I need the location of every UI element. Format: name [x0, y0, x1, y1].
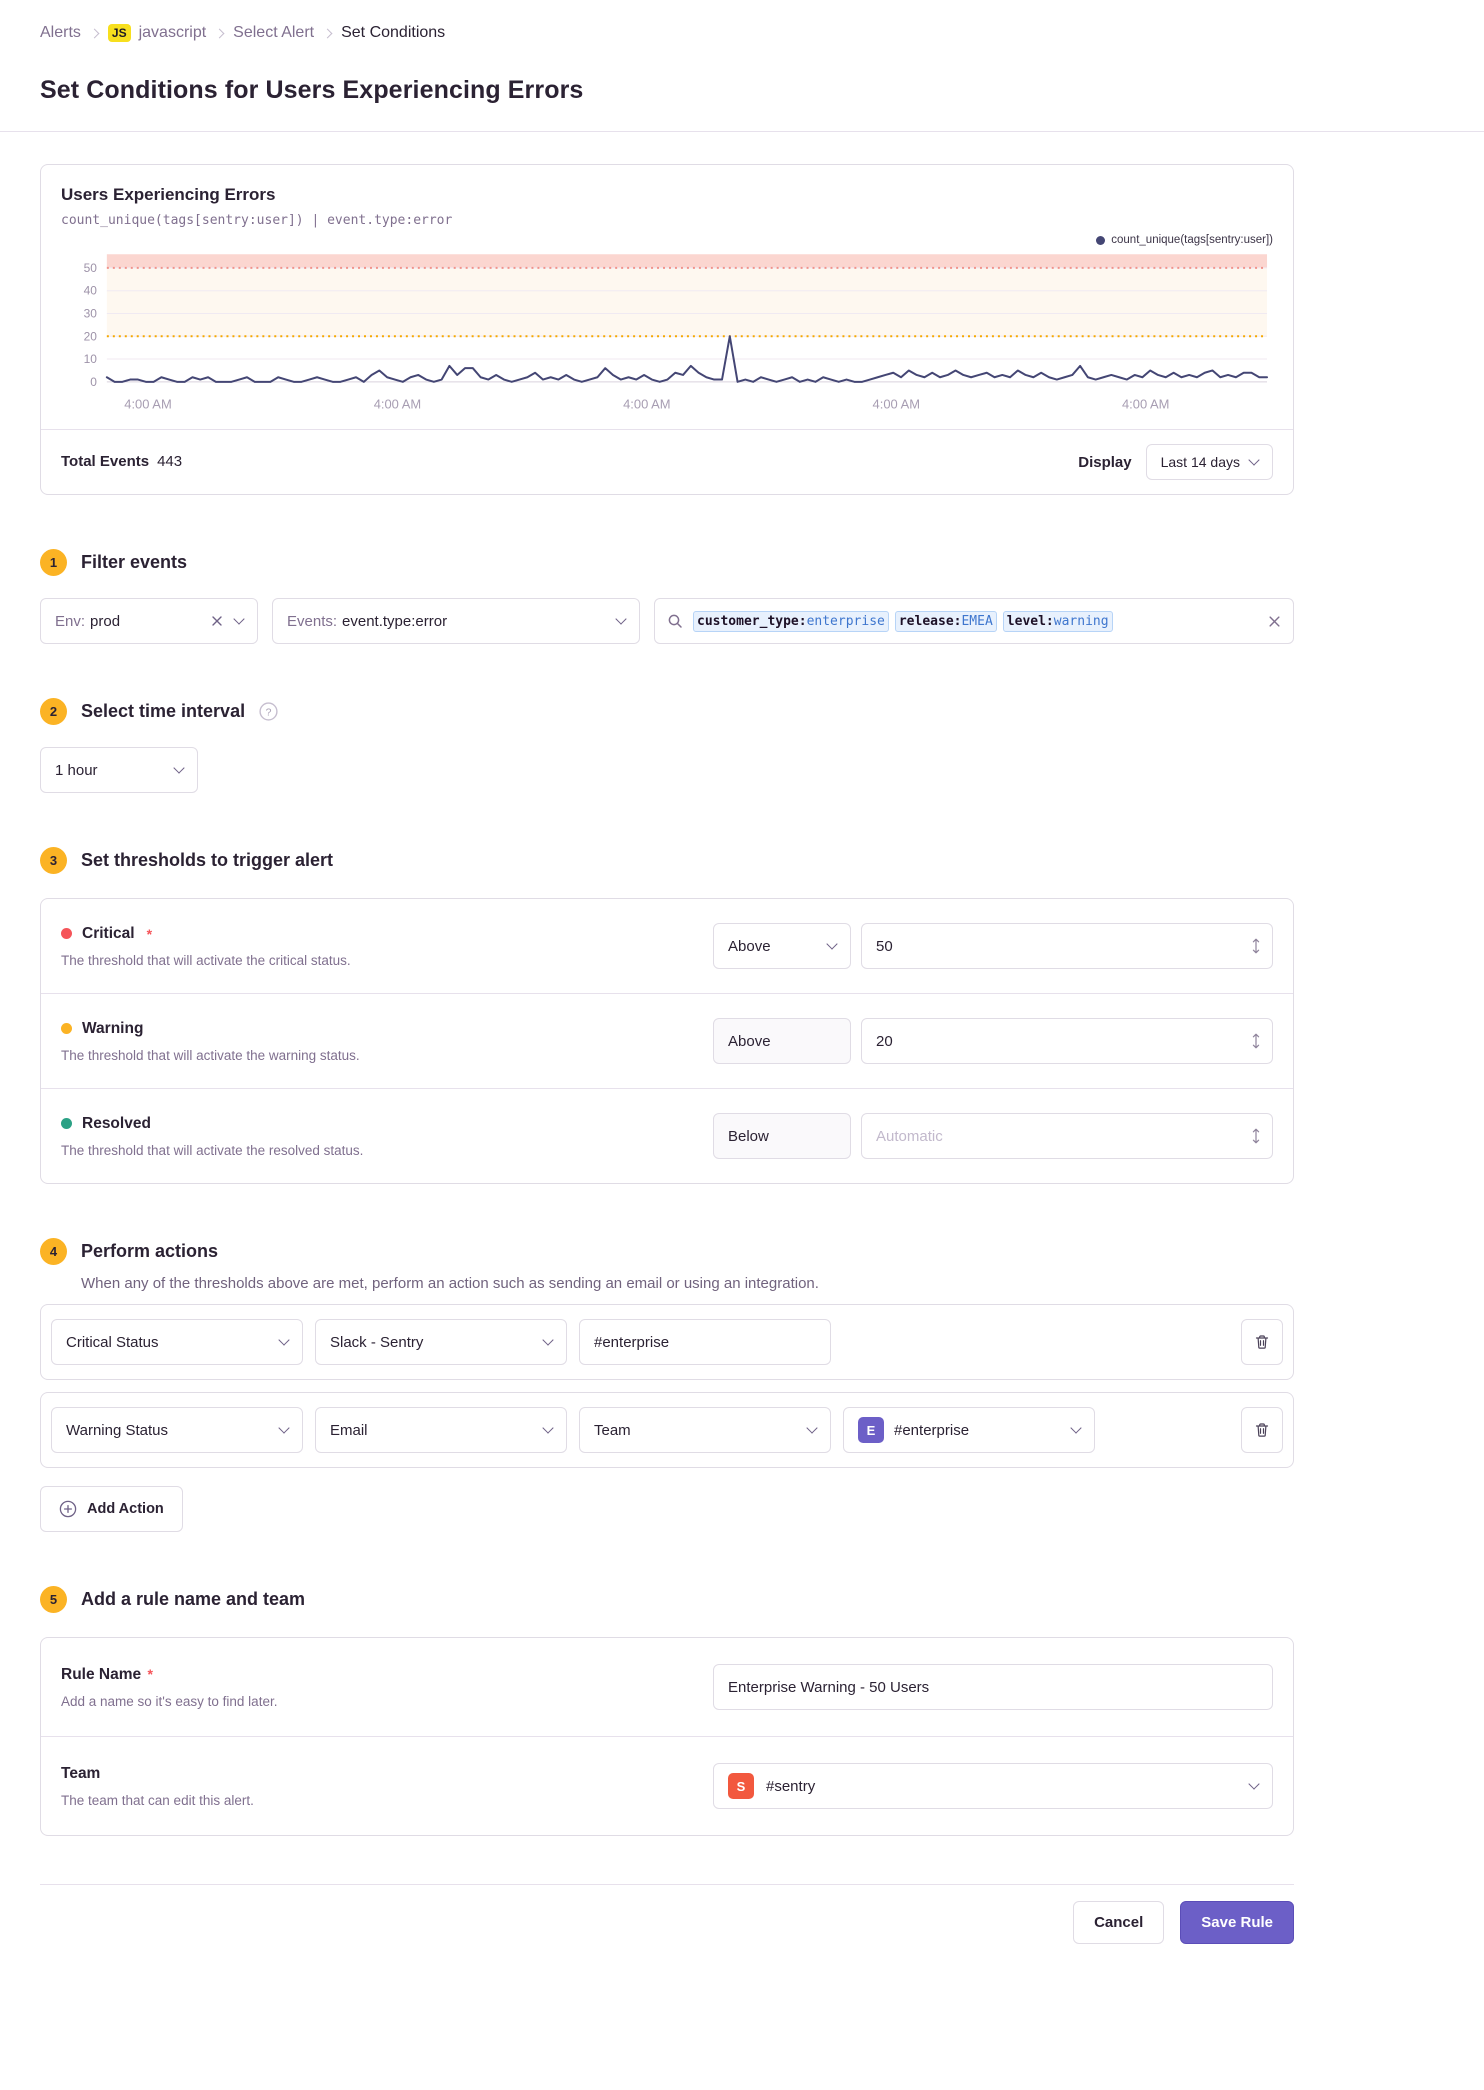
- resolved-comparator-value: Below: [728, 1127, 769, 1145]
- legend-series-label: count_unique(tags[sentry:user]): [1111, 234, 1273, 247]
- search-icon: [667, 613, 683, 629]
- svg-text:40: 40: [83, 284, 97, 299]
- breadcrumb-alerts[interactable]: Alerts: [40, 24, 81, 42]
- display-range-value: Last 14 days: [1160, 454, 1240, 471]
- breadcrumb-select-alert[interactable]: Select Alert: [233, 24, 315, 42]
- legend-series-dot-icon: [1096, 236, 1105, 245]
- action-integration-select[interactable]: [315, 1407, 567, 1453]
- breadcrumb-project[interactable]: [108, 24, 206, 42]
- form-footer: [40, 1884, 1294, 1984]
- save-rule-button[interactable]: Save Rule: [1180, 1901, 1294, 1944]
- action-team-select[interactable]: [843, 1407, 1095, 1453]
- critical-dot-icon: [61, 928, 72, 939]
- breadcrumb-separator-icon: [89, 29, 99, 39]
- rule-name-label: Rule Name: [61, 1665, 142, 1683]
- clear-search-icon[interactable]: [1268, 615, 1281, 628]
- action-status-select[interactable]: [51, 1319, 303, 1365]
- warning-threshold-row: [41, 993, 1293, 1088]
- resolved-description: The threshold that will activate the resolved status.: [61, 1142, 364, 1158]
- action-row-critical: [40, 1304, 1294, 1380]
- chart-panel: [40, 164, 1294, 495]
- rule-name-input[interactable]: [713, 1664, 1273, 1710]
- action-target-type-select[interactable]: [579, 1407, 831, 1453]
- environment-select[interactable]: [40, 598, 258, 644]
- team-avatar: E: [858, 1417, 884, 1443]
- warning-description: The threshold that will activate the warning status.: [61, 1047, 360, 1063]
- resolved-dot-icon: [61, 1118, 72, 1129]
- svg-text:?: ?: [265, 706, 272, 719]
- chart-legend: [61, 234, 1273, 246]
- chevron-down-icon: [806, 1423, 817, 1434]
- critical-comparator-value: Above: [728, 937, 771, 955]
- help-icon[interactable]: [259, 702, 278, 721]
- svg-text:4:00 AM: 4:00 AM: [373, 397, 422, 413]
- resolved-threshold-row: [41, 1088, 1293, 1183]
- step-actions-subtitle: When any of the thresholds above are met, perform an action such as sending an email or using an integration.: [81, 1275, 819, 1293]
- token-key: release:: [898, 613, 962, 629]
- chevron-down-icon: [1248, 1779, 1259, 1790]
- action-team-value: #enterprise: [894, 1421, 970, 1439]
- step-time-interval: [40, 698, 1294, 793]
- svg-text:50: 50: [83, 261, 97, 276]
- breadcrumb-separator-icon: [323, 29, 333, 39]
- resolved-comparator: [713, 1113, 851, 1159]
- step-filter-events: [40, 549, 1294, 644]
- action-integration-value: Slack - Sentry: [330, 1333, 424, 1351]
- required-mark: *: [146, 925, 153, 942]
- warning-threshold-input[interactable]: [861, 1018, 1273, 1064]
- time-interval-select[interactable]: [40, 747, 198, 793]
- team-description: The team that can edit this alert.: [61, 1792, 254, 1808]
- page-title: Set Conditions for Users Experiencing Errors: [40, 76, 584, 105]
- svg-text:4:00 AM: 4:00 AM: [124, 397, 172, 413]
- chart-footer: [41, 429, 1293, 494]
- svg-text:20: 20: [83, 329, 97, 344]
- step-thresholds: [40, 847, 1294, 1184]
- rule-panel: [40, 1637, 1294, 1836]
- chevron-down-icon: [278, 1423, 289, 1434]
- main-content: [40, 164, 1294, 1836]
- critical-threshold-input[interactable]: [861, 923, 1273, 969]
- svg-text:0: 0: [90, 375, 97, 390]
- action-status-select[interactable]: [51, 1407, 303, 1453]
- action-channel-input[interactable]: [579, 1319, 831, 1365]
- team-label: Team: [61, 1764, 101, 1782]
- token-value: EMEA: [961, 613, 993, 629]
- cancel-button[interactable]: Cancel: [1073, 1901, 1164, 1944]
- warning-label: Warning: [82, 1019, 144, 1037]
- add-action-button[interactable]: [40, 1486, 183, 1532]
- required-mark: *: [147, 1665, 153, 1682]
- search-tokens: [693, 611, 1258, 632]
- chevron-down-icon: [542, 1423, 553, 1434]
- display-range-select[interactable]: [1146, 444, 1273, 480]
- event-types-select-value: event.type:error: [342, 612, 448, 630]
- step-rule-name: [40, 1586, 1294, 1836]
- events-line-chart: [61, 246, 1273, 418]
- rule-name-description: Add a name so it's easy to find later.: [61, 1693, 278, 1709]
- action-integration-value: Email: [330, 1421, 368, 1439]
- chevron-down-icon: [542, 1335, 553, 1346]
- chevron-down-icon: [1070, 1423, 1081, 1434]
- delete-action-button[interactable]: [1241, 1319, 1283, 1365]
- time-interval-value: 1 hour: [55, 761, 98, 779]
- search-token[interactable]: [895, 611, 997, 632]
- step-number-badge: 5: [40, 1586, 67, 1613]
- action-status-value: Critical Status: [66, 1333, 159, 1351]
- step-filter-title: Filter events: [81, 552, 188, 573]
- team-row: [41, 1736, 1293, 1835]
- step-interval-title: Select time interval: [81, 701, 246, 722]
- trash-icon: [1254, 1334, 1270, 1350]
- token-value: enterprise: [806, 613, 885, 629]
- team-select-value: #sentry: [766, 1777, 816, 1795]
- breadcrumb: [40, 24, 1444, 42]
- step-actions-title: Perform actions: [81, 1241, 219, 1262]
- step-perform-actions: [40, 1238, 1294, 1532]
- trash-icon: [1254, 1422, 1270, 1438]
- team-select[interactable]: [713, 1763, 1273, 1809]
- warning-comparator: [713, 1018, 851, 1064]
- chevron-down-icon: [173, 763, 184, 774]
- add-action-label: Add Action: [87, 1501, 164, 1518]
- total-events-label: Total Events: [61, 453, 150, 471]
- event-types-select-label: Events:: [287, 612, 338, 630]
- svg-text:10: 10: [83, 352, 97, 367]
- header-divider: [0, 131, 1484, 132]
- step-number-badge: 3: [40, 847, 67, 874]
- search-filter-input[interactable]: [654, 598, 1294, 644]
- critical-threshold-row: [41, 899, 1293, 993]
- breadcrumb-separator-icon: [215, 29, 225, 39]
- chart-query: count_unique(tags[sentry:user]) | event.type:error: [61, 213, 453, 229]
- svg-text:4:00 AM: 4:00 AM: [872, 397, 921, 413]
- chevron-down-icon: [615, 614, 626, 625]
- svg-text:30: 30: [83, 306, 97, 321]
- step-thresholds-title: Set thresholds to trigger alert: [81, 850, 334, 871]
- search-token[interactable]: [1003, 611, 1113, 632]
- resolved-label: Resolved: [82, 1114, 151, 1132]
- clear-environment-icon[interactable]: [211, 615, 223, 627]
- total-events: [61, 453, 182, 471]
- action-target-type-value: Team: [594, 1421, 631, 1439]
- chevron-down-icon: [1248, 455, 1259, 466]
- token-key: customer_type:: [697, 613, 807, 629]
- token-value: warning: [1053, 613, 1109, 629]
- environment-select-label: Env:: [55, 612, 86, 630]
- warning-dot-icon: [61, 1023, 72, 1034]
- breadcrumb-project-label: javascript: [138, 24, 207, 42]
- javascript-project-icon: JS: [108, 24, 131, 42]
- chevron-down-icon: [278, 1335, 289, 1346]
- warning-comparator-value: Above: [728, 1032, 771, 1050]
- plus-circle-icon: [59, 1500, 77, 1518]
- critical-label: Critical: [82, 924, 135, 942]
- delete-action-button[interactable]: [1241, 1407, 1283, 1453]
- total-events-value: 443: [157, 453, 183, 471]
- page-header: [0, 0, 1484, 105]
- event-types-select[interactable]: [272, 598, 640, 644]
- chevron-down-icon: [233, 614, 244, 625]
- action-status-value: Warning Status: [66, 1421, 168, 1439]
- step-rule-title: Add a rule name and team: [81, 1589, 306, 1610]
- breadcrumb-set-conditions: Set Conditions: [341, 24, 446, 42]
- chevron-down-icon: [826, 939, 837, 950]
- critical-description: The threshold that will activate the critical status.: [61, 952, 351, 968]
- team-avatar: S: [728, 1773, 754, 1799]
- step-number-badge: 2: [40, 698, 67, 725]
- svg-text:4:00 AM: 4:00 AM: [623, 397, 671, 413]
- rule-name-row: [41, 1638, 1293, 1736]
- environment-select-value: prod: [90, 612, 121, 630]
- svg-text:4:00 AM: 4:00 AM: [1121, 397, 1170, 413]
- chart-title: Users Experiencing Errors: [61, 185, 276, 205]
- step-number-badge: 4: [40, 1238, 67, 1265]
- search-token[interactable]: [693, 611, 889, 632]
- action-integration-select[interactable]: [315, 1319, 567, 1365]
- token-key: level:: [1006, 613, 1054, 629]
- critical-comparator-select[interactable]: [713, 923, 851, 969]
- action-row-warning: [40, 1392, 1294, 1468]
- thresholds-panel: [40, 898, 1294, 1184]
- resolved-threshold-input[interactable]: [861, 1113, 1273, 1159]
- step-number-badge: 1: [40, 549, 67, 576]
- display-label: Display: [1078, 453, 1132, 471]
